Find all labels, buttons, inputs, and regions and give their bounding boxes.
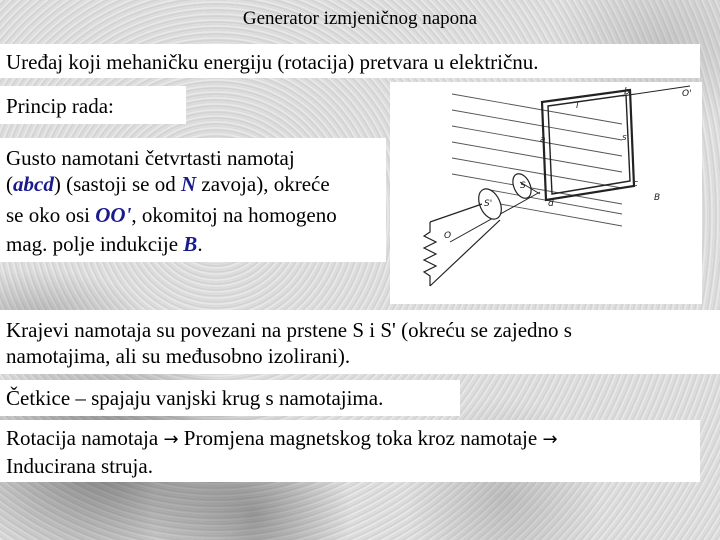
- turns-symbol: N: [180, 172, 197, 196]
- label-S: S: [520, 181, 526, 191]
- arrow-right-icon: →: [163, 429, 179, 450]
- description-text: Gusto namotani četvrtasti namotaj: [6, 146, 295, 170]
- description-text: (: [6, 172, 13, 196]
- label-O: O: [444, 231, 452, 241]
- field-lines: [452, 94, 622, 226]
- principle-label: Princip rada:: [6, 94, 114, 118]
- description-text: se oko osi: [6, 203, 96, 227]
- generator-diagram: [390, 82, 702, 304]
- label-b: b: [624, 87, 630, 97]
- rings-line-2: namotajima, ali su međusobno izolirani).: [6, 344, 351, 368]
- coil: [542, 90, 634, 200]
- arrow-right-icon: →: [542, 429, 558, 450]
- label-s: s: [622, 133, 627, 143]
- description-text: .: [197, 232, 203, 256]
- page-title: Generator izmjeničnog napona: [242, 8, 478, 29]
- description-line-3: [6, 203, 337, 227]
- brushes-text: Četkice – spajaju vanjski krug s namotajima.: [6, 386, 384, 410]
- label-l: l: [576, 101, 579, 111]
- description-line-4: [6, 232, 203, 256]
- description-line-1: [6, 146, 295, 170]
- label-B: B: [654, 193, 661, 203]
- label-S-prime: S': [484, 199, 493, 209]
- label-O-prime: O': [682, 89, 692, 99]
- field-symbol: B: [183, 232, 198, 256]
- rotation-axis: [622, 86, 690, 96]
- description-text: , okomitoj na homogeno: [131, 203, 337, 227]
- description-text: mag. polje indukcije: [6, 232, 184, 256]
- rotation-text: Promjena magnetskog toka kroz namotaje: [183, 426, 538, 450]
- label-d: d: [548, 199, 554, 209]
- description-text: zavoja), okreće: [196, 172, 330, 196]
- rotation-text: Rotacija namotaja: [6, 426, 159, 450]
- axis-symbol: OO': [95, 203, 132, 227]
- rotation-line-2: Inducirana struja.: [6, 454, 153, 478]
- label-a: a: [540, 135, 546, 145]
- rings-line-1: Krajevi namotaja su povezani na prstene S i S' (okreću se zajedno s: [6, 318, 572, 342]
- description-line-2: [6, 172, 330, 196]
- description-text: ) (sastoji se od: [53, 172, 181, 196]
- coil-name: abcd: [13, 172, 54, 196]
- label-c: c: [633, 179, 638, 189]
- definition-text: Uređaj koji mehaničku energiju (rotacija) pretvara u električnu.: [6, 50, 539, 74]
- rotation-line-1: [6, 426, 558, 452]
